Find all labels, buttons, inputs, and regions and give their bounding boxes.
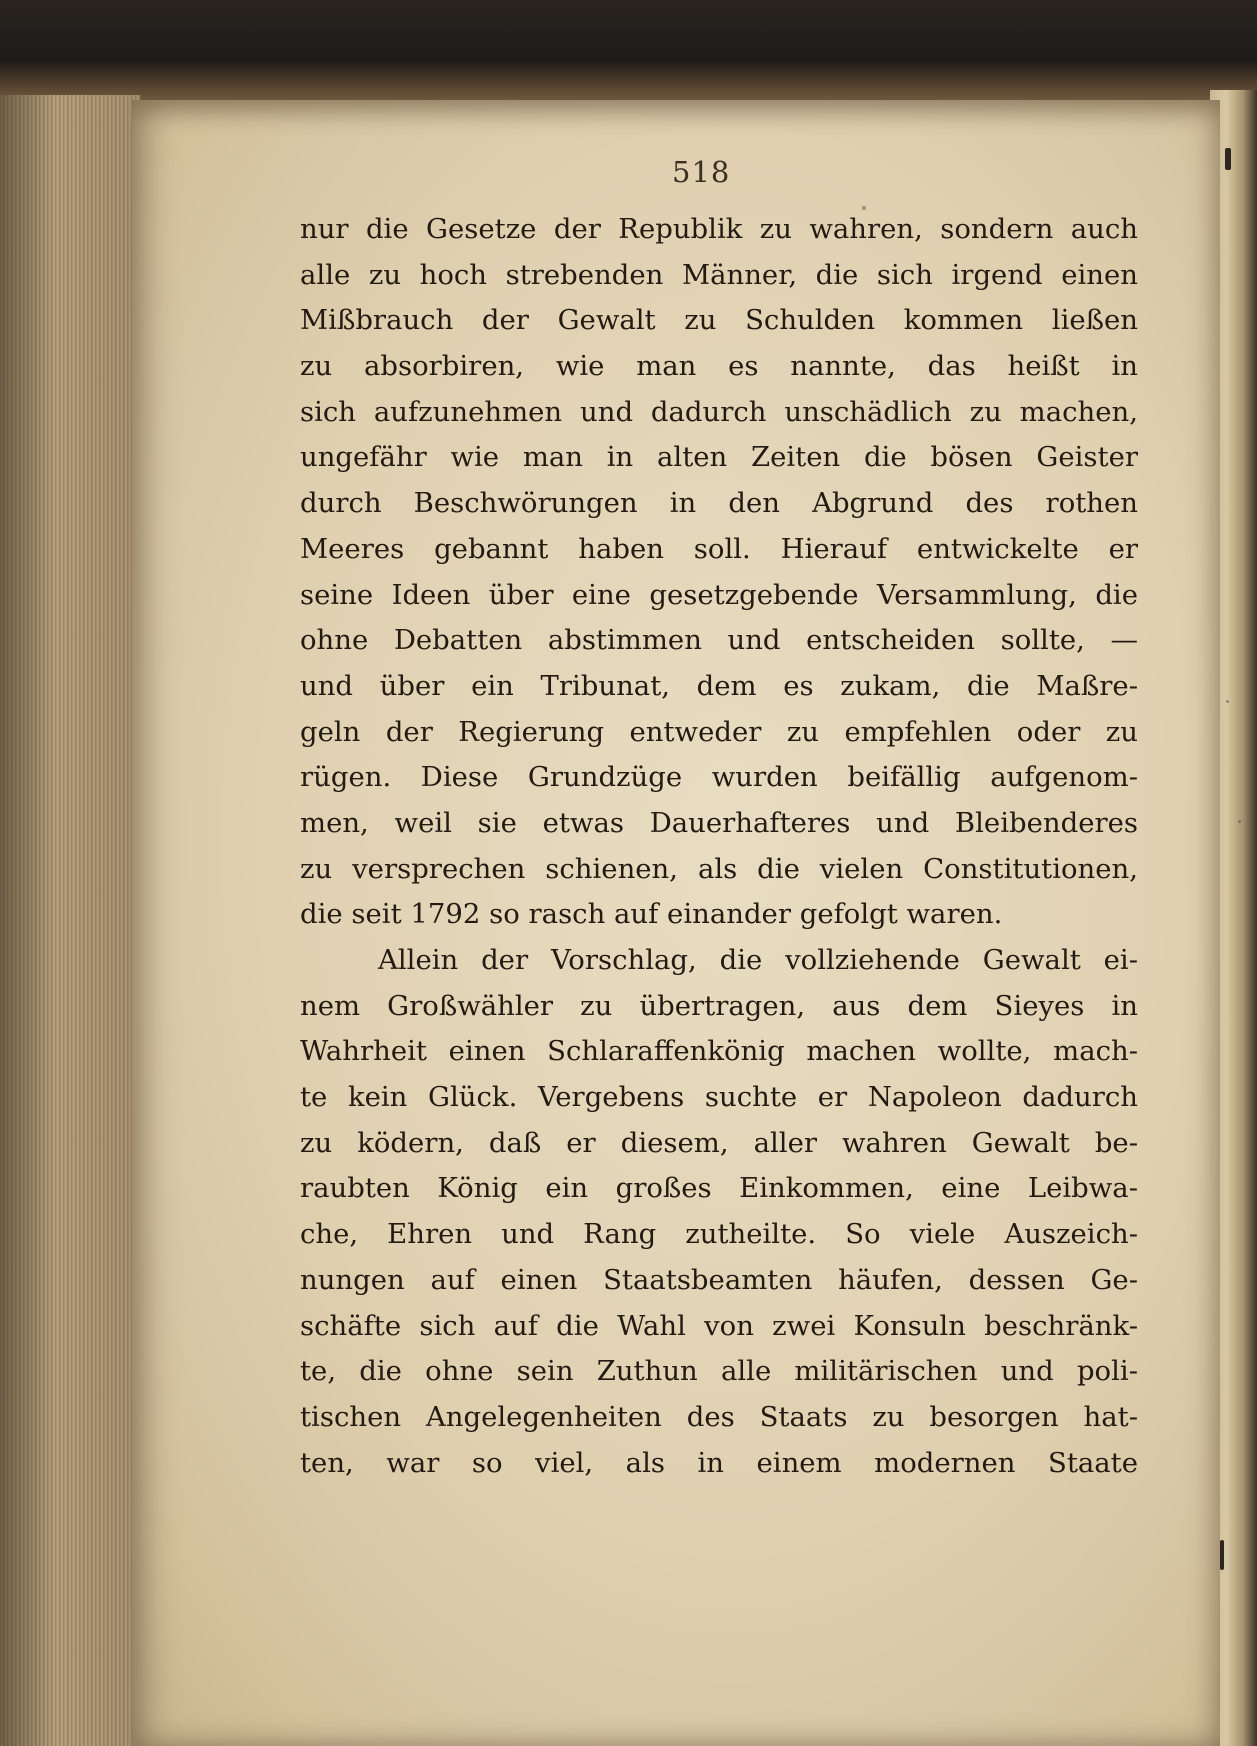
text-line: alle zu hoch strebenden Männer, die sich irgend einen	[300, 258, 1138, 291]
text-line: schäfte sich auf die Wahl von zwei Konsuln beschränk-	[300, 1309, 1138, 1342]
text-line: tischen Angelegenheiten des Staats zu besorgen hat-	[300, 1400, 1138, 1433]
text-line: te kein Glück. Vergebens suchte er Napoleon dadurch	[300, 1081, 1138, 1114]
text-line: nem Großwähler zu übertragen, aus dem Sieyes in	[300, 989, 1138, 1022]
page-number: 518	[672, 155, 731, 189]
text-line: die seit 1792 so rasch auf einander gefolgt waren.	[300, 898, 1003, 931]
text-line: te, die ohne sein Zuthun alle militärischen und poli-	[300, 1355, 1138, 1388]
text-line: ten, war so viel, als in einem modernen Staate	[300, 1446, 1138, 1479]
edge-mark	[1225, 148, 1231, 170]
text-line: Mißbrauch der Gewalt zu Schulden kommen ließen	[300, 304, 1138, 337]
text-line: seine Ideen über eine gesetzgebende Versammlung, die	[300, 578, 1138, 611]
text-line: ungefähr wie man in alten Zeiten die bösen Geister	[300, 441, 1138, 474]
text-line: Meeres gebannt haben soll. Hierauf entwickelte er	[300, 532, 1138, 565]
text-line: nungen auf einen Staatsbeamten häufen, dessen Ge-	[300, 1263, 1138, 1296]
text-line-paragraph-start: Allein der Vorschlag, die vollziehende Gewalt ei-	[378, 944, 1138, 976]
text-line: nur die Gesetze der Republik zu wahren, sondern auch	[300, 213, 1138, 245]
text-line: rügen. Diese Grundzüge wurden beifällig aufgenom-	[300, 761, 1138, 794]
text-line: raubten König ein großes Einkommen, eine Leibwa-	[300, 1172, 1138, 1205]
text-line: zu versprechen schienen, als die vielen Constitutionen,	[300, 852, 1138, 885]
text-line: ohne Debatten abstimmen und entscheiden sollte, —	[300, 624, 1138, 657]
edge-mark	[1220, 1540, 1224, 1570]
text-line: geln der Regierung entweder zu empfehlen oder zu	[300, 715, 1138, 748]
text-line: men, weil sie etwas Dauerhafteres und Bleibenderes	[300, 806, 1138, 839]
text-line: durch Beschwörungen in den Abgrund des rothen	[300, 487, 1138, 520]
text-line: zu ködern, daß er diesem, aller wahren Gewalt be-	[300, 1126, 1138, 1159]
text-line: und über ein Tribunat, dem es zukam, die Maßre-	[300, 669, 1138, 702]
ink-speck	[1238, 820, 1241, 823]
page-edges-shadow	[0, 95, 140, 1746]
body-text	[300, 207, 1138, 1486]
book-binding-top	[0, 0, 1257, 110]
ink-speck	[1226, 700, 1229, 703]
text-line: sich aufzunehmen und dadurch unschädlich zu machen,	[300, 395, 1138, 428]
text-line: che, Ehren und Rang zutheilte. So viele Auszeich-	[300, 1218, 1138, 1251]
text-line: zu absorbiren, wie man es nannte, das heißt in	[300, 350, 1138, 383]
text-line: Wahrheit einen Schlaraffenkönig machen wollte, mach-	[300, 1035, 1138, 1068]
